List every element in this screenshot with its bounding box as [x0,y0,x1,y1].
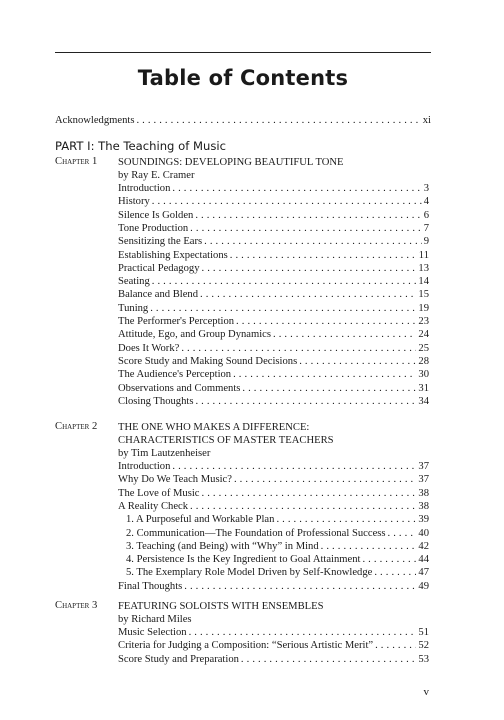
toc-entry-page: 24 [418,329,429,341]
toc-entry-label: Tone Production [118,222,189,234]
toc-entry-page: xi [422,115,431,126]
toc-entry [118,653,429,666]
toc-entry-page: 31 [418,382,429,394]
chapter-label: Chapter 3 [55,600,98,611]
toc-entry [126,540,429,553]
toc-entry-label: Tuning [118,302,149,314]
toc-entry-page: 9 [423,236,429,248]
chapter-title: FEATURING SOLOISTS WITH ENSEMBLES [118,601,324,612]
toc-entry [118,395,429,408]
toc-entry-label: Sensitizing the Ears [118,236,203,248]
leader-dots [362,553,416,566]
toc-entry-page: 44 [418,554,429,566]
toc-entry-label: Silence Is Golden [118,209,194,221]
toc-entry [118,275,429,288]
leader-dots [234,473,416,486]
leader-dots [299,355,416,368]
toc-entry-label: The Love of Music [118,487,200,499]
chapter-title: THE ONE WHO MAKES A DIFFERENCE: [118,422,310,433]
toc-entry-page: 15 [418,289,429,301]
toc-entry-page: 30 [418,369,429,381]
leader-dots [321,540,417,553]
toc-entry [118,355,429,368]
toc-entry-label: Score Study and Preparation [118,653,239,665]
toc-entry [126,527,429,540]
toc-entry [118,222,429,235]
leader-dots [184,580,416,593]
leader-dots [273,328,416,341]
toc-entry-page: 52 [418,640,429,652]
leader-dots [242,382,416,395]
toc-entry [118,382,429,395]
chapter-title: CHARACTERISTICS OF MASTER TEACHERS [118,435,334,446]
leader-dots [190,500,416,513]
leader-dots [241,653,416,666]
toc-entry [118,580,429,593]
toc-entry-label: 1. A Purposeful and Workable Plan [126,514,275,526]
toc-entry-label: Attitude, Ego, and Group Dynamics [118,329,271,341]
toc-entry [118,182,429,195]
toc-entry [118,262,429,275]
toc-entry-page: 4 [423,196,429,208]
leader-dots [236,315,416,328]
leader-dots [190,222,422,235]
toc-entry-label: Criteria for Judging a Composition: “Serious Artistic Merit” [118,640,374,652]
leader-dots [202,262,417,275]
leader-dots [189,626,417,639]
toc-entry-label: A Reality Check [118,500,189,512]
toc-entry-acknowledgments [55,114,431,127]
page-number: v [423,686,429,698]
leader-dots [172,460,416,473]
leader-dots [230,249,417,262]
toc-entry-page: 11 [418,249,429,261]
toc-entry [118,500,429,513]
toc-entry-label: The Audience's Perception [118,369,232,381]
toc-entry-page: 38 [418,487,429,499]
toc-entry [118,249,429,262]
toc-entry-label: Introduction [118,461,171,472]
toc-entry-label: Closing Thoughts [118,395,194,407]
toc-entry [126,513,429,526]
toc-entry-page: 7 [423,222,429,234]
toc-entry-label: Does It Work? [118,342,180,354]
toc-entry [118,235,429,248]
toc-entry-page: 25 [418,342,429,354]
toc-entry [118,315,429,328]
toc-entry-label: Balance and Blend [118,289,199,301]
toc-entry [118,288,429,301]
toc-entry-page: 19 [418,302,429,314]
chapter-label: Chapter 2 [55,421,98,432]
toc-entry-page: 53 [418,653,429,665]
toc-entry-page: 37 [418,474,429,486]
toc-entry-page: 37 [418,461,429,472]
chapter-author: by Richard Miles [118,614,192,625]
toc-entry-label: 3. Teaching (and Being) with “Why” in Mind [126,540,319,552]
leader-dots [152,275,417,288]
toc-entry-label: Seating [118,276,150,288]
leader-dots [152,195,422,208]
toc-entry-label: Music Selection [118,627,187,638]
toc-entry [118,302,429,315]
leader-dots [276,513,416,526]
toc-entry-page: 51 [418,627,429,638]
toc-entry [118,460,429,473]
toc-entry-label: Why Do We Teach Music? [118,474,232,486]
leader-dots [181,342,416,355]
top-rule [55,52,431,53]
toc-entry-page: 6 [423,209,429,221]
toc-entry-page: 42 [418,540,429,552]
toc-entry-page: 40 [418,527,429,539]
toc-entry-page: 47 [418,567,429,579]
toc-entry [126,566,429,579]
leader-dots [200,288,416,301]
toc-entry-label: 5. The Exemplary Role Model Driven by Self-Knowledge [126,567,373,579]
toc-entry-page: 34 [418,395,429,407]
toc-entry-label: Establishing Expectations [118,249,228,261]
toc-entry [118,639,429,652]
leader-dots [150,302,416,315]
leader-dots [388,527,417,540]
toc-entry [118,342,429,355]
toc-entry-label: Score Study and Making Sound Decisions [118,355,298,367]
toc-entry-label: 2. Communication—The Foundation of Professional Success [126,527,386,539]
leader-dots [195,209,421,222]
leader-dots [195,395,416,408]
page-title: Table of Contents [137,66,349,90]
leader-dots [204,235,422,248]
toc-entry-label: Observations and Comments [118,382,241,394]
leader-dots [172,182,421,195]
toc-entry [126,553,429,566]
chapter-author: by Ray E. Cramer [118,170,195,181]
leader-dots [375,639,416,652]
toc-entry-label: The Performer's Perception [118,316,235,327]
toc-entry [118,368,429,381]
toc-entry-label: Practical Pedagogy [118,262,200,274]
toc-entry-page: 39 [418,514,429,526]
leader-dots [374,566,416,579]
chapter-label: Chapter 1 [55,156,98,167]
toc-entry-page: 14 [418,276,429,288]
leader-dots [136,114,420,127]
toc-entry [118,195,429,208]
toc-entry-label: History [118,196,150,208]
toc-entry-page: 49 [418,580,429,592]
toc-entry [118,487,429,500]
toc-entry [118,209,429,222]
toc-entry-label: Final Thoughts [118,580,183,592]
toc-entry [118,626,429,639]
toc-entry-label: Acknowledgments [55,115,135,126]
toc-entry-page: 28 [418,355,429,367]
toc-entry-page: 38 [418,500,429,512]
leader-dots [233,368,416,381]
part-heading: PART I: The Teaching of Music [55,139,226,153]
toc-entry-label: Introduction [118,183,171,194]
chapter-title: SOUNDINGS: DEVELOPING BEAUTIFUL TONE [118,157,344,168]
toc-entry-label: 4. Persistence Is the Key Ingredient to Goal Attainment [126,554,361,566]
toc-entry [118,328,429,341]
chapter-author: by Tim Lautzenheiser [118,448,211,459]
toc-entry [118,473,429,486]
leader-dots [202,487,417,500]
toc-entry-page: 3 [423,183,429,194]
toc-entry-page: 13 [418,262,429,274]
toc-entry-page: 23 [418,316,429,327]
